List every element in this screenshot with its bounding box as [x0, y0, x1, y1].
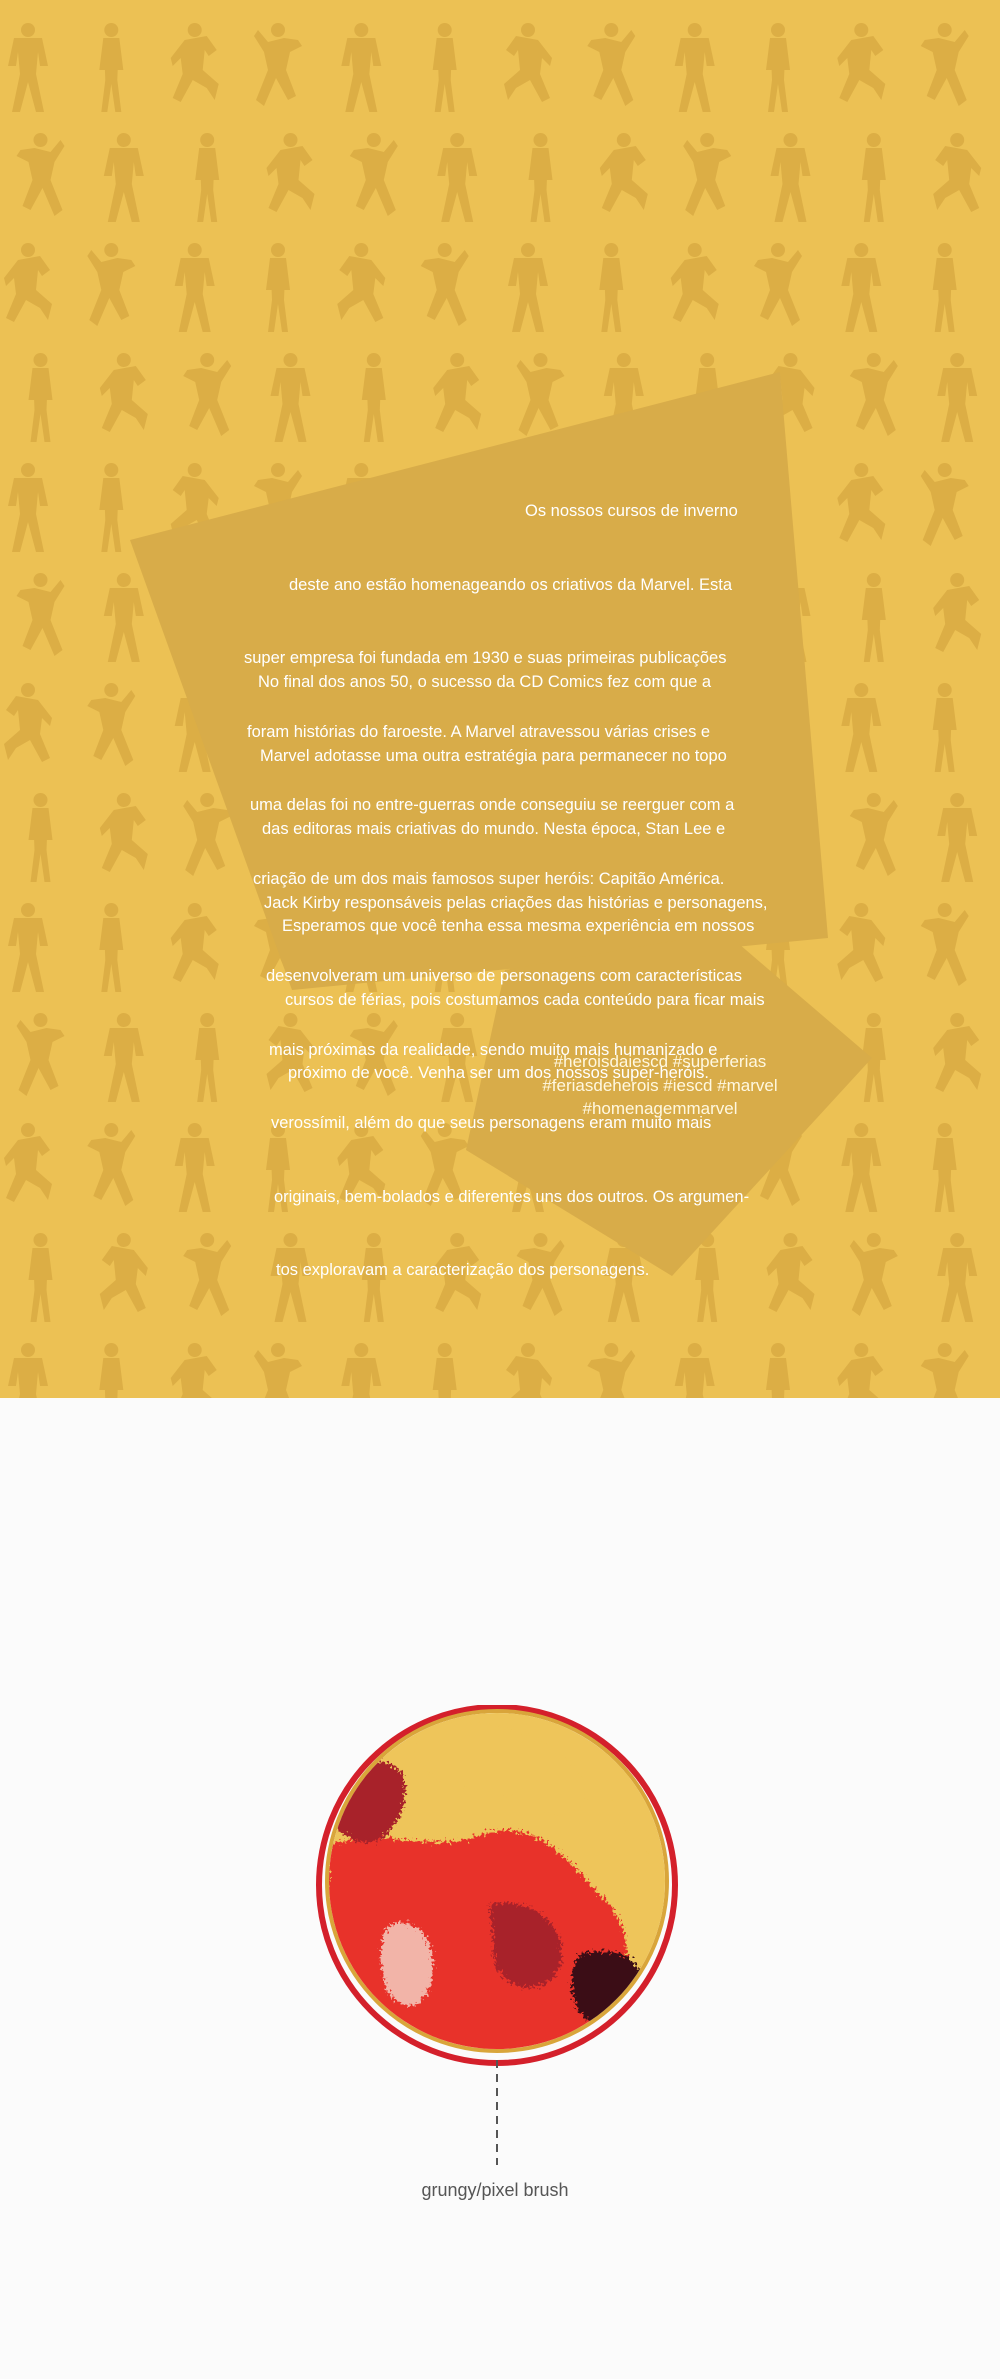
- text-line: Os nossos cursos de inverno: [525, 502, 738, 520]
- hashtag-line: #heroisdaiescd #superferias: [553, 1052, 767, 1071]
- text-line: No final dos anos 50, o sucesso da CD Comics fez com que a: [258, 673, 712, 691]
- text-line: Marvel adotasse uma outra estratégia para permanecer no topo: [260, 746, 727, 765]
- brush-sample-figure: [310, 1705, 690, 2185]
- text-line: das editoras mais criativas do mundo. Nesta época, Stan Lee e: [262, 820, 726, 838]
- hashtag-block: [510, 1050, 810, 1121]
- text-line: originais, bem-bolados e diferentes uns dos outros. Os argumen-: [274, 1187, 750, 1206]
- text-line: super empresa foi fundada em 1930 e suas primeiras publicações: [244, 649, 727, 667]
- text-line: desenvolveram um universo de personagens com características: [266, 967, 742, 985]
- text-line: cursos de férias, pois costumamos cada conteúdo para ficar mais: [285, 990, 765, 1009]
- text-line: deste ano estão homenageando os criativos da Marvel. Esta: [289, 575, 733, 594]
- text-line: Jack Kirby responsáveis pelas criações das histórias e personagens,: [264, 893, 768, 912]
- text-line: criação de um dos mais famosos super heróis: Capitão América.: [253, 869, 725, 888]
- hashtag-line: #homenagemmarvel: [582, 1099, 738, 1118]
- text-line: verossímil, além do que seus personagens eram muito mais: [271, 1114, 712, 1132]
- text-line: foram histórias do faroeste. A Marvel atravessou várias crises e: [247, 722, 711, 741]
- text-line: uma delas foi no entre-guerras onde conseguiu se reerguer com a: [250, 796, 735, 814]
- hashtag-line: #feriasdeherois #iescd #marvel: [542, 1075, 778, 1095]
- text-line: próximo de você. Venha ser um dos nossos super-heróis.: [288, 1064, 709, 1082]
- text-line: Esperamos que você tenha essa mesma experiência em nossos: [282, 917, 755, 935]
- brush-label: grungy/pixel brush: [421, 2180, 569, 2200]
- text-line: mais próximas da realidade, sendo muito mais humanizado e: [269, 1040, 718, 1059]
- text-line: tos exploravam a caracterização dos personagens.: [276, 1261, 650, 1279]
